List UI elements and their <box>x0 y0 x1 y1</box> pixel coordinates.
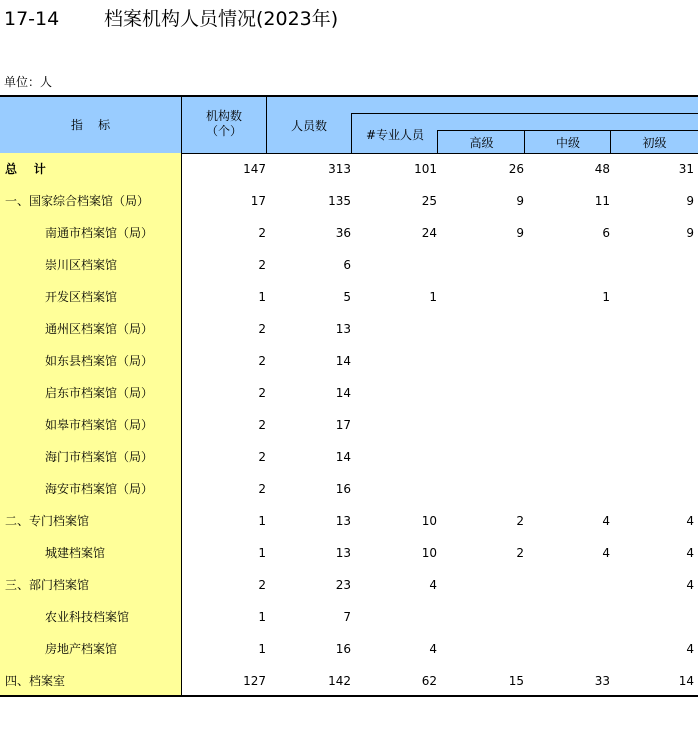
cell-junior <box>611 249 694 281</box>
header-institutions-label: 机构数 <box>205 109 242 123</box>
row-label: 如东县档案馆（局） <box>0 345 181 377</box>
cell-middle <box>525 249 610 281</box>
cell-junior: 9 <box>686 194 694 208</box>
cell-senior <box>438 601 524 633</box>
cell-professional: 10 <box>421 546 437 560</box>
header-divider <box>181 97 182 153</box>
header-staff: 人员数 <box>290 119 327 133</box>
cell-middle <box>525 377 610 409</box>
cell-staff: 7 <box>343 610 351 624</box>
cell-institutions: 2 <box>258 578 266 592</box>
cell-staff: 14 <box>335 450 351 464</box>
cell-middle: 4 <box>602 514 610 528</box>
cell-institutions: 2 <box>258 482 266 496</box>
cell-staff: 23 <box>335 578 351 592</box>
cell-senior: 2 <box>516 514 524 528</box>
cell-senior <box>438 473 524 505</box>
row-label: 南通市档案馆（局） <box>0 217 181 249</box>
row-label: 海门市档案馆（局） <box>0 441 181 473</box>
cell-middle <box>525 409 610 441</box>
cell-junior <box>611 313 694 345</box>
cell-professional: 24 <box>421 226 437 240</box>
cell-staff: 135 <box>328 194 351 208</box>
cell-institutions: 1 <box>258 514 266 528</box>
cell-staff: 313 <box>328 162 351 176</box>
header-junior: 初级 <box>642 136 667 150</box>
cell-senior: 9 <box>516 194 524 208</box>
cell-professional: 25 <box>421 194 437 208</box>
table-row <box>0 409 698 441</box>
cell-institutions: 2 <box>258 386 266 400</box>
cell-senior <box>438 249 524 281</box>
cell-institutions: 1 <box>258 642 266 656</box>
cell-professional: 10 <box>421 514 437 528</box>
cell-junior: 4 <box>686 642 694 656</box>
cell-professional: 4 <box>429 642 437 656</box>
cell-staff: 36 <box>335 226 351 240</box>
header-middle: 中级 <box>555 136 580 150</box>
cell-senior <box>438 569 524 601</box>
cell-senior <box>438 345 524 377</box>
cell-staff: 14 <box>335 354 351 368</box>
cell-institutions: 2 <box>258 418 266 432</box>
cell-staff: 16 <box>335 482 351 496</box>
cell-junior <box>611 281 694 313</box>
cell-junior <box>611 345 694 377</box>
cell-junior <box>611 473 694 505</box>
table-row <box>0 473 698 505</box>
table-body <box>0 153 698 697</box>
row-label: 海安市档案馆（局） <box>0 473 181 505</box>
header-senior: 高级 <box>469 136 494 150</box>
table-row <box>0 281 698 313</box>
row-label: 农业科技档案馆 <box>0 601 181 633</box>
cell-senior <box>438 633 524 665</box>
cell-senior: 26 <box>508 162 524 176</box>
table-row <box>0 217 698 249</box>
cell-middle <box>525 441 610 473</box>
row-label: 四、档案室 <box>0 665 181 697</box>
table-row <box>0 665 698 697</box>
cell-professional: 4 <box>429 578 437 592</box>
cell-institutions: 2 <box>258 226 266 240</box>
cell-professional: 62 <box>421 674 437 688</box>
table-row <box>0 537 698 569</box>
cell-staff: 16 <box>335 642 351 656</box>
row-label: 总 计 <box>0 153 181 185</box>
cell-institutions: 17 <box>250 194 266 208</box>
table-row <box>0 505 698 537</box>
cell-staff: 5 <box>343 290 351 304</box>
label-column-divider <box>181 153 182 696</box>
cell-professional: 1 <box>429 290 437 304</box>
cell-staff: 13 <box>335 546 351 560</box>
cell-middle <box>525 313 610 345</box>
cell-institutions: 1 <box>258 546 266 560</box>
row-label: 如皋市档案馆（局） <box>0 409 181 441</box>
table-row <box>0 569 698 601</box>
cell-senior <box>438 441 524 473</box>
cell-institutions: 1 <box>258 610 266 624</box>
header-divider <box>610 130 611 153</box>
table-number: 17-14 <box>4 8 60 30</box>
cell-institutions: 2 <box>258 354 266 368</box>
cell-professional <box>352 409 437 441</box>
row-label: 开发区档案馆 <box>0 281 181 313</box>
row-label: 二、专门档案馆 <box>0 505 181 537</box>
cell-junior: 4 <box>686 514 694 528</box>
header-indicator: 指 标 <box>70 118 111 132</box>
row-label: 三、部门档案馆 <box>0 569 181 601</box>
table-row <box>0 601 698 633</box>
unit-label: 单位：人 <box>4 75 53 89</box>
cell-middle <box>525 633 610 665</box>
header-divider <box>437 130 698 131</box>
table-title: 档案机构人员情况(2023年) <box>104 8 339 30</box>
cell-institutions: 2 <box>258 450 266 464</box>
cell-institutions: 147 <box>243 162 266 176</box>
cell-middle: 6 <box>602 226 610 240</box>
cell-senior <box>438 281 524 313</box>
cell-middle: 48 <box>594 162 610 176</box>
cell-staff: 6 <box>343 258 351 272</box>
cell-professional <box>352 249 437 281</box>
header-institutions-unit: （个） <box>205 124 242 138</box>
cell-professional <box>352 377 437 409</box>
table-row <box>0 313 698 345</box>
cell-staff: 13 <box>335 514 351 528</box>
cell-junior: 4 <box>686 578 694 592</box>
cell-professional: 101 <box>414 162 437 176</box>
cell-professional <box>352 441 437 473</box>
row-label: 房地产档案馆 <box>0 633 181 665</box>
row-label: 一、国家综合档案馆（局） <box>0 185 181 217</box>
table-row <box>0 441 698 473</box>
row-label: 启东市档案馆（局） <box>0 377 181 409</box>
cell-staff: 14 <box>335 386 351 400</box>
header-divider <box>266 97 267 153</box>
table-row <box>0 345 698 377</box>
cell-senior: 2 <box>516 546 524 560</box>
cell-middle <box>525 569 610 601</box>
cell-middle: 11 <box>594 194 610 208</box>
cell-institutions: 2 <box>258 322 266 336</box>
cell-middle <box>525 345 610 377</box>
cell-senior: 9 <box>516 226 524 240</box>
cell-professional <box>352 473 437 505</box>
table-row <box>0 185 698 217</box>
row-label: 城建档案馆 <box>0 537 181 569</box>
table-row-total <box>0 153 698 185</box>
cell-junior <box>611 441 694 473</box>
header-divider <box>437 130 438 153</box>
cell-senior <box>438 313 524 345</box>
table-row <box>0 633 698 665</box>
cell-senior <box>438 409 524 441</box>
cell-senior <box>438 377 524 409</box>
header-institutions <box>182 109 266 139</box>
table-bottom-border <box>0 695 698 697</box>
cell-institutions: 1 <box>258 290 266 304</box>
row-label: 崇川区档案馆 <box>0 249 181 281</box>
table-row <box>0 249 698 281</box>
cell-junior <box>611 377 694 409</box>
cell-staff: 13 <box>335 322 351 336</box>
cell-junior: 14 <box>678 674 694 688</box>
cell-staff: 17 <box>335 418 351 432</box>
cell-institutions: 2 <box>258 258 266 272</box>
cell-middle <box>525 601 610 633</box>
cell-junior <box>611 601 694 633</box>
cell-staff: 142 <box>328 674 351 688</box>
cell-middle: 33 <box>594 674 610 688</box>
cell-middle: 1 <box>602 290 610 304</box>
cell-junior: 31 <box>678 162 694 176</box>
header-divider <box>351 113 698 114</box>
cell-professional <box>352 313 437 345</box>
header-divider <box>524 130 525 153</box>
header-divider <box>351 113 352 153</box>
cell-junior <box>611 409 694 441</box>
row-label: 通州区档案馆（局） <box>0 313 181 345</box>
cell-senior: 15 <box>508 674 524 688</box>
cell-institutions: 127 <box>243 674 266 688</box>
cell-middle: 4 <box>602 546 610 560</box>
cell-junior: 4 <box>686 546 694 560</box>
table-row <box>0 377 698 409</box>
cell-junior: 9 <box>686 226 694 240</box>
cell-professional <box>352 345 437 377</box>
cell-professional <box>352 601 437 633</box>
cell-middle <box>525 473 610 505</box>
table-header <box>0 95 698 153</box>
header-professional: #专业人员 <box>365 128 425 142</box>
